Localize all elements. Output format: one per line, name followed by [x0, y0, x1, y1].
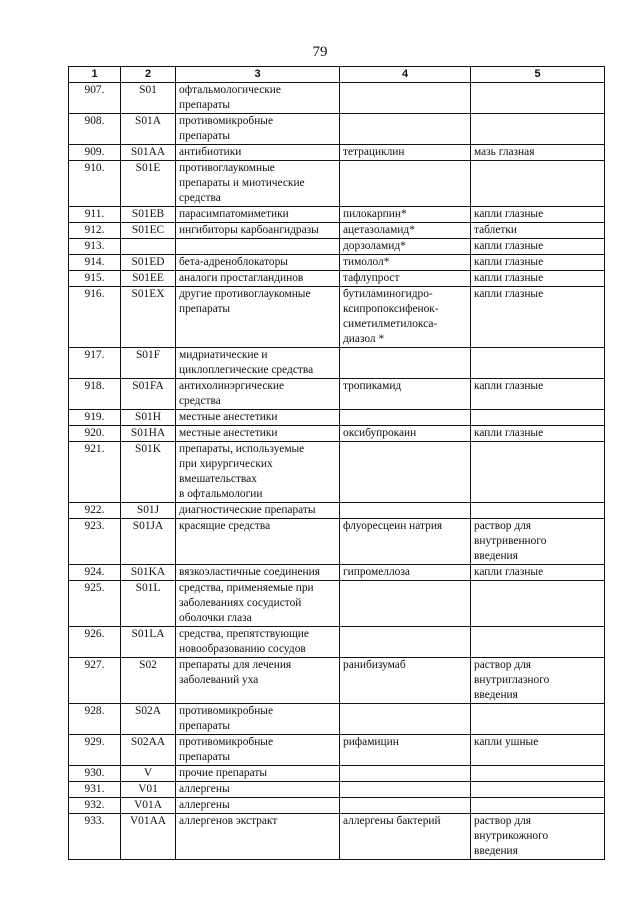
table-body [69, 67, 605, 860]
group-name-cell: прочие препараты [176, 766, 340, 782]
row-number-cell: 930. [69, 766, 121, 782]
substance-cell [340, 503, 471, 519]
substance-cell: бутиламиногидро- ксипропоксифенок- симетилметилокса- диазол * [340, 287, 471, 348]
substance-cell [340, 766, 471, 782]
table-row [69, 379, 605, 410]
atc-code-cell: S01EC [121, 223, 176, 239]
group-name-cell: аллергенов экстракт [176, 814, 340, 860]
substance-cell: флуоресцеин натрия [340, 519, 471, 565]
row-number-cell: 916. [69, 287, 121, 348]
column-header: 5 [471, 67, 605, 83]
group-name-cell: противомикробные препараты [176, 704, 340, 735]
substance-cell [340, 348, 471, 379]
row-number-cell: 929. [69, 735, 121, 766]
atc-code-cell: V [121, 766, 176, 782]
group-name-cell: аналоги простагландинов [176, 271, 340, 287]
row-number-cell: 915. [69, 271, 121, 287]
group-name-cell: диагностические препараты [176, 503, 340, 519]
group-name-cell [176, 239, 340, 255]
atc-code-cell: S02A [121, 704, 176, 735]
row-number-cell: 914. [69, 255, 121, 271]
table-row [69, 426, 605, 442]
atc-code-cell: S01AA [121, 145, 176, 161]
group-name-cell: противоглаукомные препараты и миотические средства [176, 161, 340, 207]
row-number-cell: 910. [69, 161, 121, 207]
substance-cell [340, 798, 471, 814]
dosage-form-cell [471, 114, 605, 145]
row-number-cell: 912. [69, 223, 121, 239]
table-row [69, 798, 605, 814]
dosage-form-cell: капли глазные [471, 207, 605, 223]
dosage-form-cell [471, 161, 605, 207]
atc-code-cell: S01 [121, 83, 176, 114]
substance-cell: пилокарпин* [340, 207, 471, 223]
substance-cell [340, 442, 471, 503]
substance-cell: гипромеллоза [340, 565, 471, 581]
table-row [69, 627, 605, 658]
substance-cell: ранибизумаб [340, 658, 471, 704]
dosage-form-cell [471, 704, 605, 735]
table-header-row [69, 67, 605, 83]
atc-code-cell: S01FA [121, 379, 176, 410]
dosage-form-cell: капли глазные [471, 426, 605, 442]
row-number-cell: 925. [69, 581, 121, 627]
group-name-cell: парасимпатомиметики [176, 207, 340, 223]
column-header: 3 [176, 67, 340, 83]
group-name-cell: противомикробные препараты [176, 114, 340, 145]
substance-cell [340, 581, 471, 627]
table-row [69, 519, 605, 565]
atc-code-cell: S02 [121, 658, 176, 704]
substance-cell: тропикамид [340, 379, 471, 410]
dosage-form-cell: капли глазные [471, 255, 605, 271]
drug-list-table [68, 66, 605, 860]
column-header: 2 [121, 67, 176, 83]
row-number-cell: 923. [69, 519, 121, 565]
atc-code-cell: S01F [121, 348, 176, 379]
atc-code-cell: S01EE [121, 271, 176, 287]
dosage-form-cell: капли глазные [471, 565, 605, 581]
dosage-form-cell: капли глазные [471, 379, 605, 410]
group-name-cell: местные анестетики [176, 426, 340, 442]
row-number-cell: 920. [69, 426, 121, 442]
dosage-form-cell [471, 782, 605, 798]
substance-cell: дорзоламид* [340, 239, 471, 255]
row-number-cell: 921. [69, 442, 121, 503]
dosage-form-cell [471, 442, 605, 503]
table-row [69, 255, 605, 271]
atc-code-cell: V01 [121, 782, 176, 798]
table-row [69, 161, 605, 207]
table-row [69, 658, 605, 704]
row-number-cell: 926. [69, 627, 121, 658]
dosage-form-cell: таблетки [471, 223, 605, 239]
dosage-form-cell: капли глазные [471, 287, 605, 348]
group-name-cell: местные анестетики [176, 410, 340, 426]
atc-code-cell: S01EX [121, 287, 176, 348]
substance-cell: аллергены бактерий [340, 814, 471, 860]
dosage-form-cell: раствор для внутрикожного введения [471, 814, 605, 860]
table-row [69, 581, 605, 627]
group-name-cell: аллергены [176, 798, 340, 814]
dosage-form-cell [471, 348, 605, 379]
dosage-form-cell [471, 83, 605, 114]
column-header: 1 [69, 67, 121, 83]
row-number-cell: 917. [69, 348, 121, 379]
group-name-cell: офтальмологические препараты [176, 83, 340, 114]
atc-code-cell: S01E [121, 161, 176, 207]
atc-code-cell: S01HA [121, 426, 176, 442]
group-name-cell: средства, применяемые при заболеваниях сосудистой оболочки глаза [176, 581, 340, 627]
substance-cell: ацетазоламид* [340, 223, 471, 239]
row-number-cell: 932. [69, 798, 121, 814]
dosage-form-cell: капли ушные [471, 735, 605, 766]
row-number-cell: 927. [69, 658, 121, 704]
atc-code-cell: S01K [121, 442, 176, 503]
substance-cell: тафлупрост [340, 271, 471, 287]
table-row [69, 782, 605, 798]
group-name-cell: мидриатические и циклоплегические средства [176, 348, 340, 379]
table-row [69, 814, 605, 860]
table-row [69, 145, 605, 161]
dosage-form-cell [471, 503, 605, 519]
table-row [69, 83, 605, 114]
dosage-form-cell: мазь глазная [471, 145, 605, 161]
table-row [69, 766, 605, 782]
group-name-cell: аллергены [176, 782, 340, 798]
table-row [69, 503, 605, 519]
table-row [69, 223, 605, 239]
table-row [69, 207, 605, 223]
group-name-cell: вязкоэластичные соединения [176, 565, 340, 581]
atc-code-cell: S01H [121, 410, 176, 426]
atc-code-cell: S01LA [121, 627, 176, 658]
table-row [69, 410, 605, 426]
atc-code-cell: V01A [121, 798, 176, 814]
row-number-cell: 928. [69, 704, 121, 735]
dosage-form-cell: раствор для внутриглазного введения [471, 658, 605, 704]
substance-cell: тетрациклин [340, 145, 471, 161]
table-row [69, 271, 605, 287]
row-number-cell: 911. [69, 207, 121, 223]
substance-cell [340, 627, 471, 658]
row-number-cell: 908. [69, 114, 121, 145]
substance-cell: тимолол* [340, 255, 471, 271]
dosage-form-cell [471, 627, 605, 658]
substance-cell [340, 83, 471, 114]
group-name-cell: ингибиторы карбоангидразы [176, 223, 340, 239]
substance-cell [340, 704, 471, 735]
atc-code-cell: S01JA [121, 519, 176, 565]
substance-cell [340, 161, 471, 207]
column-header: 4 [340, 67, 471, 83]
table-row [69, 565, 605, 581]
dosage-form-cell: раствор для внутривенного введения [471, 519, 605, 565]
page-number: 79 [312, 44, 328, 60]
dosage-form-cell [471, 766, 605, 782]
dosage-form-cell: капли глазные [471, 239, 605, 255]
substance-cell [340, 114, 471, 145]
group-name-cell: препараты для лечения заболеваний уха [176, 658, 340, 704]
table-row [69, 442, 605, 503]
atc-code-cell: V01AA [121, 814, 176, 860]
dosage-form-cell: капли глазные [471, 271, 605, 287]
group-name-cell: бета-адреноблокаторы [176, 255, 340, 271]
group-name-cell: антихолинэргические средства [176, 379, 340, 410]
group-name-cell: другие противоглаукомные препараты [176, 287, 340, 348]
substance-cell: оксибупрокаин [340, 426, 471, 442]
group-name-cell: антибиотики [176, 145, 340, 161]
row-number-cell: 933. [69, 814, 121, 860]
table-row [69, 114, 605, 145]
table-row [69, 239, 605, 255]
substance-cell [340, 782, 471, 798]
row-number-cell: 907. [69, 83, 121, 114]
row-number-cell: 922. [69, 503, 121, 519]
atc-code-cell: S01J [121, 503, 176, 519]
dosage-form-cell [471, 410, 605, 426]
table-row [69, 348, 605, 379]
row-number-cell: 919. [69, 410, 121, 426]
row-number-cell: 924. [69, 565, 121, 581]
dosage-form-cell [471, 798, 605, 814]
atc-code-cell: S01KA [121, 565, 176, 581]
group-name-cell: противомикробные препараты [176, 735, 340, 766]
dosage-form-cell [471, 581, 605, 627]
atc-code-cell [121, 239, 176, 255]
atc-code-cell: S01ED [121, 255, 176, 271]
atc-code-cell: S02AA [121, 735, 176, 766]
substance-cell: рифамицин [340, 735, 471, 766]
table-row [69, 704, 605, 735]
table-row [69, 287, 605, 348]
table-row [69, 735, 605, 766]
row-number-cell: 918. [69, 379, 121, 410]
row-number-cell: 909. [69, 145, 121, 161]
group-name-cell: средства, препятствующие новообразованию сосудов [176, 627, 340, 658]
atc-code-cell: S01EB [121, 207, 176, 223]
group-name-cell: препараты, используемые при хирургических вмешательствах в офтальмологии [176, 442, 340, 503]
atc-code-cell: S01L [121, 581, 176, 627]
row-number-cell: 913. [69, 239, 121, 255]
atc-code-cell: S01A [121, 114, 176, 145]
substance-cell [340, 410, 471, 426]
row-number-cell: 931. [69, 782, 121, 798]
group-name-cell: красящие средства [176, 519, 340, 565]
